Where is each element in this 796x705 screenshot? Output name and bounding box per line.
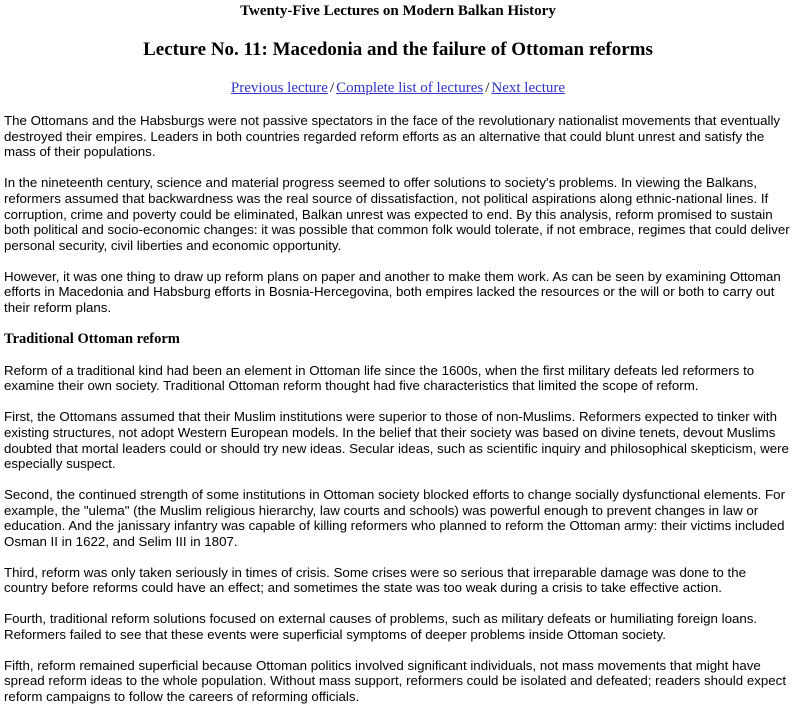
site-title: Twenty-Five Lectures on Modern Balkan History — [240, 3, 556, 19]
paragraph-fifth-characteristic: Fifth, reform remained superficial because Ottoman politics involved significant individuals, not mass movements that might have spread reform ideas to the whole population. Without mass support, reformers could be isolated and defeated; readers should expect reform campaigns to follow the careers of reforming officials. — [4, 657, 787, 704]
paragraph-second-characteristic: Second, the continued strength of some institutions in Ottoman society blocked efforts to change socially dysfunctional elements. For example, the "ulema" (the Muslim religious hierarchy, law courts and schools) was powerful enough to prevent changes in law or education. And the janissary infantry was capable of killing reformers who planned to reform the Ottoman army: their victims included Osman II in 1622, and Selim III in 1807. — [4, 486, 786, 550]
lecture-navigation — [4, 79, 792, 97]
complete-list-of-lectures-link[interactable]: Complete list of lectures — [336, 80, 484, 96]
previous-lecture-link[interactable]: Previous lecture — [230, 80, 328, 96]
section-heading-traditional-ottoman-reform: Traditional Ottoman reform — [4, 330, 180, 347]
paragraph-spacer — [4, 596, 792, 611]
document-page — [0, 2, 796, 705]
paragraph-first-characteristic: First, the Ottomans assumed that their Muslim institutions were superior to those of non-Muslims. Reformers expected to tinker with existing structures, not adopt Western European models. In the belief that their society was based on divine tenets, devout Muslims doubted that mortal leaders could or should try new ideas. Secular ideas, such as scientific inquiry and philosophical skepticism, were especially suspect. — [4, 409, 789, 472]
paragraph-spacer — [4, 316, 792, 331]
paragraph-traditional-reform-1600s: Reform of a traditional kind had been an element in Ottoman life since the 1600s, when the first military defeats led reformers to examine their own society. Traditional Ottoman reform thought had five characteristics that limited the scope of reform. — [4, 362, 755, 394]
paragraph-spacer — [4, 643, 792, 658]
paragraph-nineteenth-century: In the nineteenth century, science and material progress seemed to offer solutions to society's problems. In viewing the Balkans, reformers assumed that backwardness was the real source of dissatisfaction, not political aspirations along ethnic-national lines. If corruption, crime and poverty could be eliminated, Balkan unrest was expected to end. By this analysis, reform promised to sustain both political and socio-economic changes: it was possible that common folk would tolerate, if not embrace, regimes that could deliver personal security, civil liberties and economic opportunity. — [4, 175, 790, 253]
paragraph-third-characteristic: Third, reform was only taken seriously in times of crisis. Some crises were so serious that irreparable damage was done to the country before reforms could have an effect; and sometimes the state was too weak during a crisis to take effective action. — [4, 564, 746, 596]
paragraph-spacer — [4, 254, 792, 269]
nav-separator-2: / — [485, 80, 490, 96]
paragraph-spacer — [4, 394, 792, 409]
next-lecture-link[interactable]: Next lecture — [491, 80, 566, 96]
paragraph-intro-empires: The Ottomans and the Habsburgs were not passive spectators in the face of the revolutionary nationalist movements that eventually destroyed their empires. Leaders in both countries regarded reform efforts as an alternative that could blunt unrest and satisfy the mass of their populations. — [4, 113, 781, 160]
nav-separator-1: / — [329, 80, 335, 96]
paragraph-spacer — [4, 550, 792, 565]
paragraph-spacer — [4, 472, 792, 487]
header-body-spacer — [4, 97, 792, 113]
paragraph-plans-vs-work: However, it was one thing to draw up reform plans on paper and another to make them work. As can be seen by examining Ottoman efforts in Macedonia and Habsburg efforts in Bosnia-Hercegovina, both empires lacked the resources or the will or both to carry out their reform plans. — [4, 268, 781, 316]
heading-spacer — [4, 348, 792, 363]
paragraph-spacer — [4, 160, 792, 175]
paragraph-fourth-characteristic: Fourth, traditional reform solutions focused on external causes of problems, such as military defeats or humiliating foreign loans. Reformers failed to see that these events were superficial symptoms of deeper problems inside Ottoman society. — [4, 611, 758, 642]
page-title: Lecture No. 11: Macedonia and the failure of Ottoman reforms — [143, 39, 653, 60]
